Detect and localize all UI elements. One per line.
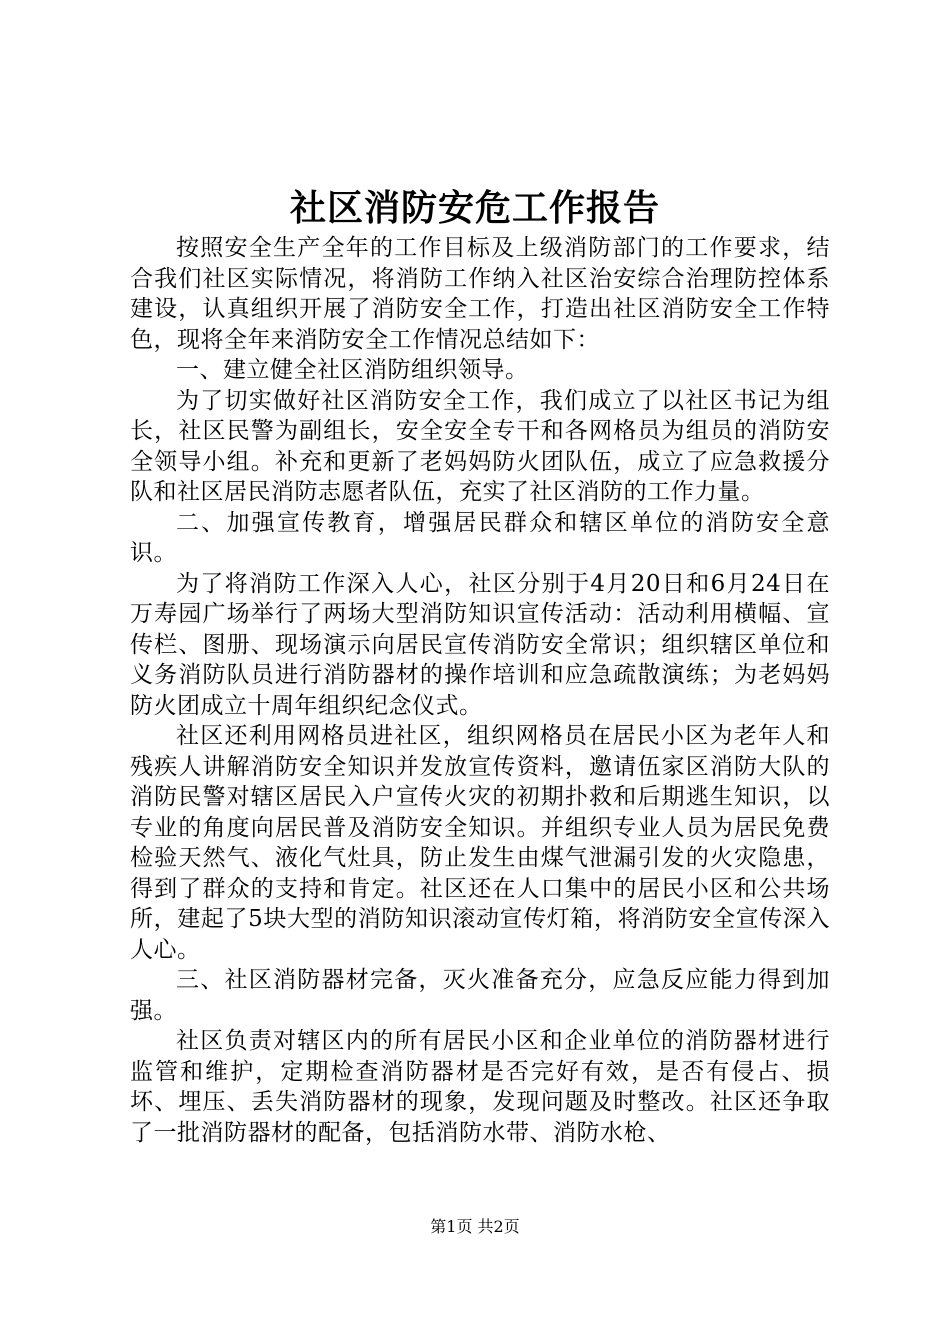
paragraph-intro: 按照安全生产全年的工作目标及上级消防部门的工作要求，结合我们社区实际情况，将消防工作纳入社区治安综合治理防控体系建设，认真组织开展了消防安全工作，打造出社区消防安全工作特色，现将全年来消防安全工作情况总结如下： <box>130 235 830 353</box>
paragraph: 社区还利用网格员进社区，组织网格员在居民小区为老年人和残疾人讲解消防安全知识并发放宣传资料，邀请伍家区消防大队的消防民警对辖区居民入户宣传火灾的初期扑救和后期逃生知识，以专业的角度向居民普及消防安全知识。并组织专业人员为居民免费检验天然气、液化气灶具，防止发生由煤气泄漏引发的火灾隐患，得到了群众的支持和肯定。社区还在人口集中的居民小区和公共场所，建起了5块大型的消防知识滚动宣传灯箱，将消防安全宣传深入人心。 <box>130 723 830 963</box>
document-body <box>130 233 830 1148</box>
page-number-footer: 第1页 共2页 <box>430 1217 520 1236</box>
section-heading-1: 一、建立健全社区消防组织领导。 <box>176 357 529 383</box>
section-heading-3: 三、社区消防器材完备，灭火准备充分，应急反应能力得到加强。 <box>130 967 830 1024</box>
paragraph: 为了将消防工作深入人心，社区分别于4月20日和6月24日在万寿园广场举行了两场大型消防知识宣传活动：活动利用横幅、宣传栏、图册、现场演示向居民宣传消防安全常识；组织辖区单位和义务消防队员进行消防器材的操作培训和应急疏散演练；为老妈妈防火团成立十周年组织纪念仪式。 <box>130 570 830 719</box>
paragraph: 社区负责对辖区内的所有居民小区和企业单位的消防器材进行监管和维护，定期检查消防器材是否完好有效，是否有侵占、损坏、埋压、丢失消防器材的现象，发现问题及时整改。社区还争取了一批消防器材的配备，包括消防水带、消防水枪、 <box>130 1028 830 1146</box>
document-title: 社区消防安危工作报告 <box>289 187 660 229</box>
paragraph: 为了切实做好社区消防安全工作，我们成立了以社区书记为组长，社区民警为副组长，安全安全专干和各网格员为组员的消防安全领导小组。补充和更新了老妈妈防火团队伍，成立了应急救援分队和社区居民消防志愿者队伍，充实了社区消防的工作力量。 <box>130 387 830 505</box>
section-heading-2: 二、加强宣传教育，增强居民群众和辖区单位的消防安全意识。 <box>130 509 830 566</box>
